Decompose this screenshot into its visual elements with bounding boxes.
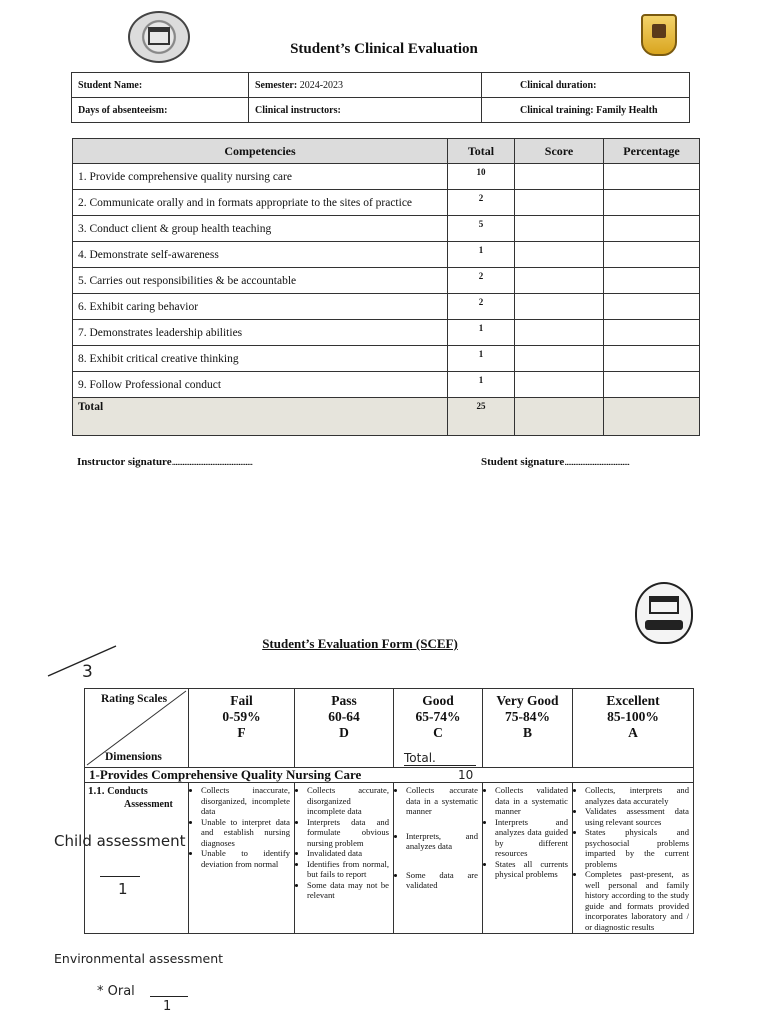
grade-name: Good — [422, 693, 454, 708]
instructor-signature-label: Instructor signature — [77, 456, 172, 468]
list-item: • States all currents physical problems — [495, 859, 568, 880]
handwritten-oral-value: 1 — [163, 999, 172, 1014]
instructor-signature-dots: .............................................. — [171, 456, 253, 468]
grade-letter: D — [339, 725, 349, 740]
table-row — [73, 346, 700, 372]
fail-criteria — [189, 783, 295, 934]
col-total: Total — [448, 139, 515, 164]
table-row — [73, 216, 700, 242]
table-row — [73, 372, 700, 398]
list-item: • Invalidated data — [307, 848, 389, 859]
score-cell[interactable] — [515, 242, 604, 268]
total-row — [73, 398, 700, 436]
list-item: • Collects inaccurate, disorganized, incomplete data — [201, 785, 290, 817]
grade-letter: C — [433, 725, 443, 740]
page-title: Student’s Clinical Evaluation — [290, 41, 478, 57]
total-value: 25 — [448, 398, 515, 436]
clinical-training-label: Clinical training: — [520, 104, 594, 116]
list-item: • Collects accurate, disorganized incomplete data — [307, 785, 389, 817]
very-good-criteria — [483, 783, 573, 934]
grade-name: Pass — [331, 693, 357, 708]
competency-total: 2 — [448, 294, 515, 320]
item-label-assessment: Assessment — [124, 799, 173, 810]
score-cell[interactable] — [515, 216, 604, 242]
score-cell[interactable] — [515, 320, 604, 346]
grade-name: Very Good — [496, 693, 559, 708]
competency-total: 2 — [448, 268, 515, 294]
competency-label: 9. Follow Professional conduct — [73, 372, 448, 398]
percentage-cell[interactable] — [604, 346, 700, 372]
competency-total: 1 — [448, 320, 515, 346]
clinical-training-value: Family Health — [596, 104, 658, 116]
score-cell[interactable] — [515, 268, 604, 294]
score-cell[interactable] — [515, 164, 604, 190]
instructors-label: Clinical instructors: — [249, 98, 482, 123]
student-info-table — [71, 72, 690, 123]
list-item: • Some data may not be relevant — [307, 880, 389, 901]
col-competencies: Competencies — [73, 139, 448, 164]
handwritten-mark-3: 3 — [82, 662, 93, 682]
grade-range: 60-64 — [328, 709, 360, 724]
rating-scales-label: Rating Scales — [101, 693, 168, 705]
semester-label: Semester: — [255, 79, 298, 91]
score-cell[interactable] — [515, 190, 604, 216]
student-signature-label: Student signature — [481, 456, 565, 468]
competency-total: 5 — [448, 216, 515, 242]
percentage-cell[interactable] — [604, 242, 700, 268]
handwritten-oral: * Oral — [97, 984, 135, 999]
absenteeism-label: Days of absenteeism: — [72, 98, 249, 123]
table-row — [73, 242, 700, 268]
list-item: • Unable to interpret data and establish nursing diagnoses — [201, 817, 290, 849]
semester-cell — [249, 73, 482, 98]
good-criteria — [394, 783, 483, 934]
competency-total: 2 — [448, 190, 515, 216]
excellent-criteria — [573, 783, 694, 934]
competency-total: 10 — [448, 164, 515, 190]
percentage-cell[interactable] — [604, 164, 700, 190]
handwritten-total-value: 10 — [458, 768, 474, 782]
table-row — [73, 268, 700, 294]
score-cell[interactable] — [515, 294, 604, 320]
grade-letter: B — [522, 725, 532, 740]
list-item: • States physicals and psychosocial problems imparted by the current problems — [585, 827, 689, 869]
percentage-cell[interactable] — [604, 216, 700, 242]
list-item: • Collects, interprets and analyzes data accurately — [585, 785, 689, 806]
list-item: • Collects accurate data in a systematic manner — [406, 785, 478, 817]
list-item: • Interprets data and formulate obvious nursing problem — [307, 817, 389, 849]
competency-total: 1 — [448, 372, 515, 398]
grade-range: 85-100% — [607, 709, 659, 724]
list-item: • Some data are validated — [406, 870, 478, 891]
table-row — [73, 164, 700, 190]
total-percentage-cell[interactable] — [604, 398, 700, 436]
dimensions-label: Dimensions — [105, 751, 162, 763]
handwritten-child-assessment: Child assessment — [54, 832, 186, 850]
handwritten-fraction-line — [100, 876, 140, 877]
total-label: Total — [73, 398, 448, 436]
grade-fail — [189, 689, 295, 768]
grade-very-good — [483, 689, 573, 768]
grade-letter: A — [628, 725, 638, 740]
grade-range: 65-74% — [415, 709, 461, 724]
list-item: • Completes past-present, as well personal and family history according to the study guide and formats provided incorporates laboratory and / or diagnostic results — [585, 869, 689, 932]
percentage-cell[interactable] — [604, 268, 700, 294]
percentage-cell[interactable] — [604, 190, 700, 216]
score-cell[interactable] — [515, 346, 604, 372]
percentage-cell[interactable] — [604, 372, 700, 398]
student-name-label: Student Name: — [72, 73, 249, 98]
rating-dimensions-cell — [85, 689, 189, 768]
grade-range: 75-84% — [505, 709, 550, 724]
competency-label: 8. Exhibit critical creative thinking — [73, 346, 448, 372]
cairo-university-logo — [635, 582, 693, 644]
item-label-conducts: Conducts — [107, 786, 148, 797]
scef-table — [84, 688, 694, 934]
scef-title: Student’s Evaluation Form (SCEF) — [262, 636, 458, 651]
percentage-cell[interactable] — [604, 294, 700, 320]
grade-range: 0-59% — [222, 709, 261, 724]
competency-total: 1 — [448, 346, 515, 372]
list-item: • Unable to identify deviation from normal — [201, 848, 290, 869]
table-row — [73, 294, 700, 320]
competency-label: 5. Carries out responsibilities & be accountable — [73, 268, 448, 294]
col-percentage: Percentage — [604, 139, 700, 164]
list-item: • Identifies from normal, but fails to report — [307, 859, 389, 880]
list-item: • Interprets and analyzes data guided by different resources — [495, 817, 568, 859]
competency-label: 6. Exhibit caring behavior — [73, 294, 448, 320]
competency-label: 7. Demonstrates leadership abilities — [73, 320, 448, 346]
score-cell[interactable] — [515, 372, 604, 398]
grade-pass — [295, 689, 394, 768]
table-row — [73, 320, 700, 346]
handwritten-child-value: 1 — [118, 880, 128, 898]
handwritten-total-label: Total. — [404, 752, 476, 766]
competency-label: 3. Conduct client & group health teaching — [73, 216, 448, 242]
percentage-cell[interactable] — [604, 320, 700, 346]
section-heading: 1-Provides Comprehensive Quality Nursing Care — [85, 768, 694, 783]
clinical-training-cell — [482, 98, 690, 123]
competency-label: 4. Demonstrate self-awareness — [73, 242, 448, 268]
grade-letter: F — [237, 725, 246, 740]
handwritten-environmental: Environmental assessment — [54, 951, 224, 966]
grade-name: Excellent — [606, 693, 660, 708]
competency-label: 1. Provide comprehensive quality nursing care — [73, 164, 448, 190]
grade-name: Fail — [230, 693, 253, 708]
list-item: • Collects validated data in a systematic manner — [495, 785, 568, 817]
item-number: 1.1. — [88, 785, 105, 797]
item-cell — [85, 783, 189, 934]
instructor-signature-line[interactable] — [77, 456, 252, 468]
student-signature-line[interactable] — [481, 456, 629, 468]
semester-value: 2024-2023 — [299, 79, 344, 91]
pass-criteria — [295, 783, 394, 934]
table-row — [73, 190, 700, 216]
competency-total: 1 — [448, 242, 515, 268]
clinical-duration-label: Clinical duration: — [482, 73, 690, 98]
total-score-cell[interactable] — [515, 398, 604, 436]
col-score: Score — [515, 139, 604, 164]
handwritten-oral-line — [150, 996, 188, 997]
list-item: • Interprets, and analyzes data — [406, 831, 478, 852]
competencies-table — [72, 138, 700, 436]
list-item: • Validates assessment data using relevant sources — [585, 806, 689, 827]
grade-excellent — [573, 689, 694, 768]
student-signature-dots: ..................................... — [564, 456, 629, 468]
competency-label: 2. Communicate orally and in formats appropriate to the sites of practice — [73, 190, 448, 216]
